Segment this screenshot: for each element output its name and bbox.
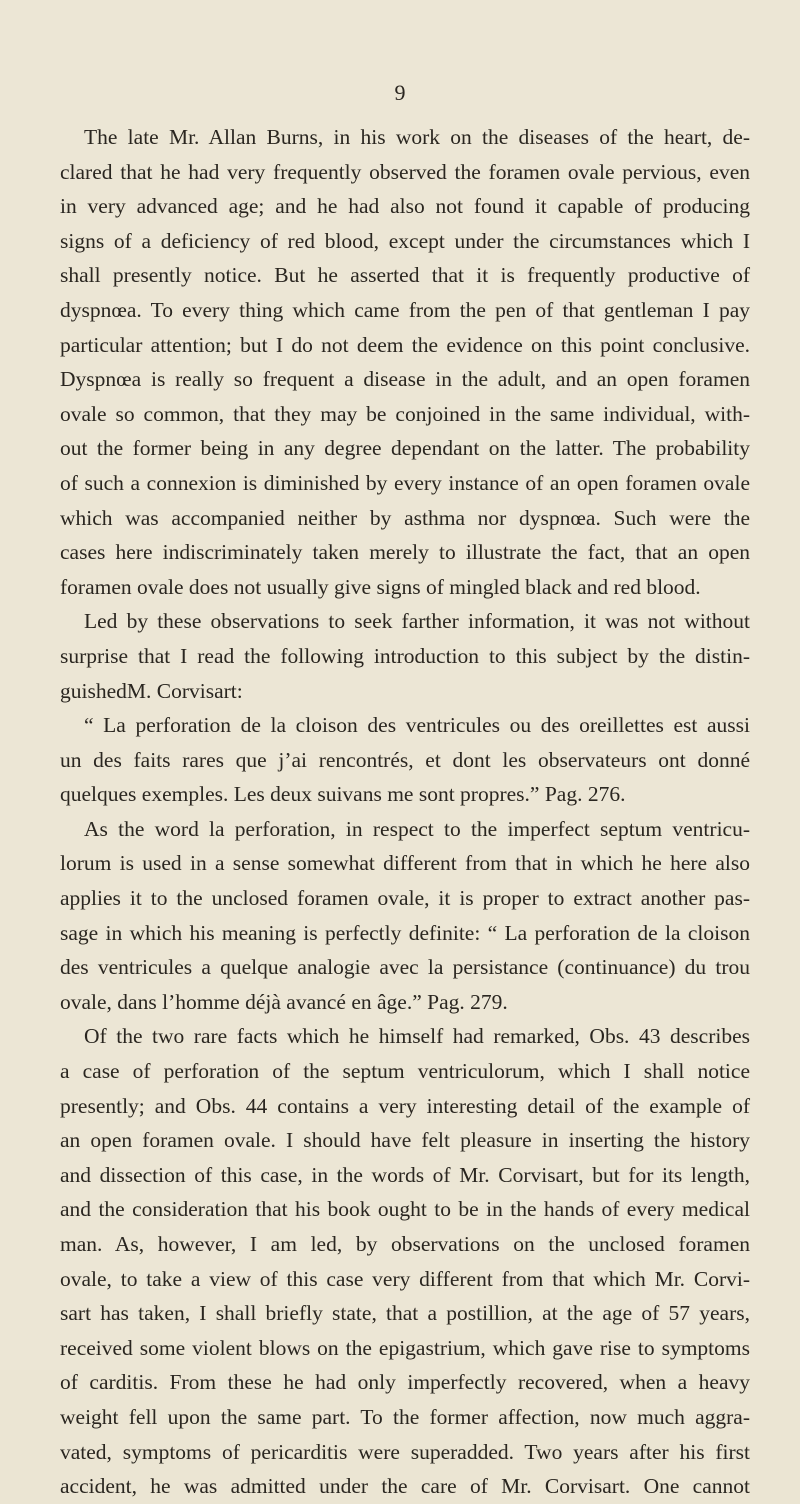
text-line: As the word la perforation, in respect to the imperfect septum ventricu-	[84, 816, 750, 841]
text-line: an open foramen ovale. I should have felt pleasure in inserting the history	[60, 1128, 750, 1153]
text-line: ovale, to take a view of this case very different from that which Mr. Corvi-	[60, 1266, 750, 1291]
text-line: surprise that I read the following introduction to this subject by the distin-	[60, 643, 750, 668]
text-line: presently; and Obs. 44 contains a very interesting detail of the example of	[60, 1093, 750, 1118]
text-line: man. As, however, I am led, by observations on the unclosed foramen	[60, 1232, 750, 1256]
text-line: of carditis. From these he had only imperfectly recovered, when a heavy	[60, 1370, 750, 1395]
text-line: received some violent blows on the epigastrium, which gave rise to symptoms	[60, 1335, 750, 1360]
text-line: signs of a deficiency of red blood, except under the circumstances which I	[60, 228, 750, 253]
text-line: weight fell upon the same part. To the former affection, now much aggra-	[60, 1404, 750, 1429]
body-text	[60, 120, 750, 1504]
text-line: “ La perforation de la cloison des ventricules ou des oreillettes est aussi	[84, 713, 750, 738]
text-line: Dyspnœa is really so frequent a disease in the adult, and an open foramen	[60, 367, 750, 392]
text-line: des ventricules a quelque analogie avec la persistance (continuance) du trou	[60, 955, 750, 980]
text-line: lorum is used in a sense somewhat different from that in which he here also	[60, 851, 750, 876]
text-line: which was accompanied neither by asthma nor dyspnœa. Such were the	[60, 505, 750, 530]
text-line: of such a connexion is diminished by every instance of an open foramen ovale	[60, 470, 750, 495]
text-line: ovale, dans l’homme déjà avancé en âge.” Pag. 279.	[60, 989, 508, 1014]
text-line: sage in which his meaning is perfectly definite: “ La perforation de la cloison	[60, 920, 750, 945]
text-line: applies it to the unclosed foramen ovale, it is proper to extract another pas-	[60, 886, 750, 911]
text-line: out the former being in any degree dependant on the latter. The probability	[60, 436, 750, 461]
text-line: accident, he was admitted under the care of Mr. Corvisart. One cannot	[60, 1474, 750, 1499]
text-line: un des faits rares que j’ai rencontrés, et dont les observateurs ont donné	[60, 747, 750, 772]
page-number: 9	[394, 80, 406, 105]
text-line: guishedM. Corvisart:	[60, 678, 243, 703]
text-line: and dissection of this case, in the words of Mr. Corvisart, but for its length,	[60, 1162, 750, 1187]
text-line: in very advanced age; and he had also not found it capable of producing	[60, 194, 750, 219]
text-line: ovale so common, that they may be conjoined in the same individual, with-	[60, 401, 750, 426]
text-line: The late Mr. Allan Burns, in his work on the diseases of the heart, de-	[84, 125, 750, 149]
text-line: dyspnœa. To every thing which came from the pen of that gentleman I pay	[60, 297, 750, 322]
text-line: clared that he had very frequently observed the foramen ovale pervious, even	[60, 159, 750, 184]
text-line: Of the two rare facts which he himself had remarked, Obs. 43 describes	[84, 1024, 750, 1049]
text-line: cases here indiscriminately taken merely to illustrate the fact, that an open	[60, 540, 750, 565]
text-line: vated, symptoms of pericarditis were superadded. Two years after his first	[60, 1439, 750, 1464]
text-line: shall presently notice. But he asserted that it is frequently productive of	[60, 263, 750, 288]
text-line: sart has taken, I shall briefly state, that a postillion, at the age of 57 years,	[60, 1301, 750, 1326]
text-line: particular attention; but I do not deem the evidence on this point conclusive.	[60, 332, 750, 357]
text-line: and the consideration that his book ought to be in the hands of every medical	[60, 1197, 750, 1222]
text-line: a case of perforation of the septum ventriculorum, which I shall notice	[60, 1059, 750, 1084]
text-line: foramen ovale does not usually give signs of mingled black and red blood.	[60, 574, 701, 599]
text-line: Led by these observations to seek farther information, it was not without	[84, 609, 750, 634]
text-line: quelques exemples. Les deux suivans me sont propres.” Pag. 276.	[60, 782, 626, 807]
